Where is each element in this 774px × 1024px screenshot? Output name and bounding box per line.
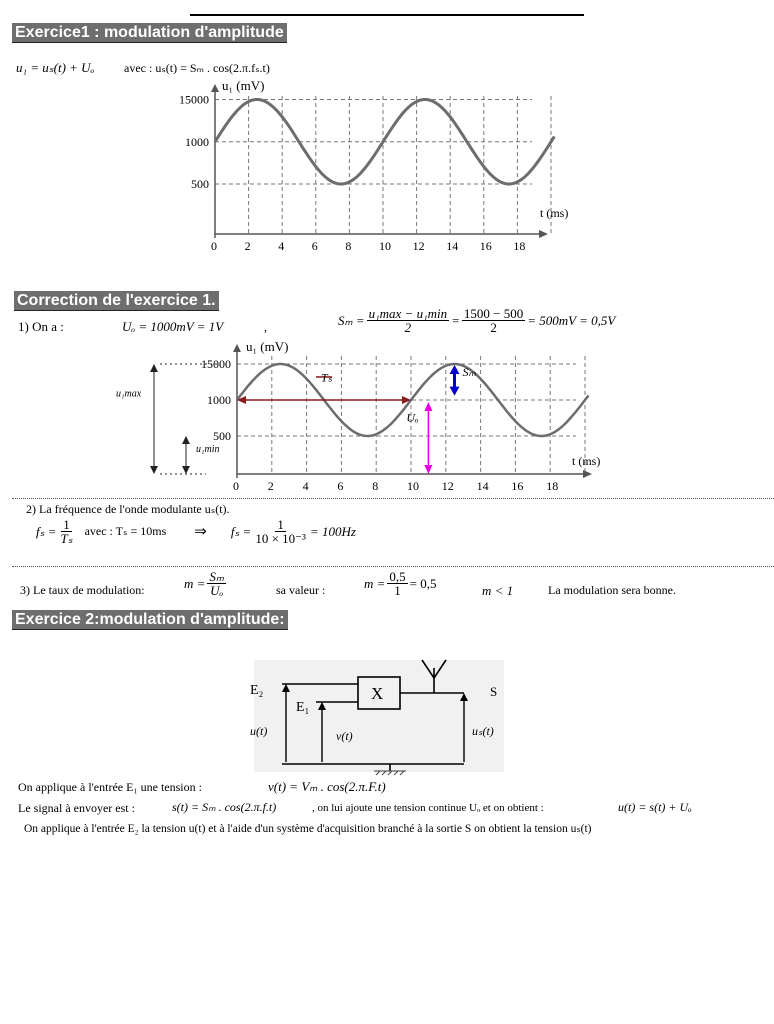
ex2-line2-text: Le signal à envoyer est :	[18, 801, 135, 815]
chart-2-xlabel: t (ms)	[572, 454, 601, 468]
q2-avec: avec : Tₛ = 10ms	[84, 524, 167, 538]
label-ut: u(t)	[250, 724, 268, 738]
q3-text: 3) Le taux de modulation:	[20, 583, 145, 597]
x-tick-label: 14	[446, 239, 459, 253]
annotation-uo: Uₒ	[406, 410, 419, 425]
q1-sm-den: 2	[404, 320, 412, 335]
q2-fs-num: 1	[63, 517, 70, 532]
x-tick-label: 8	[345, 239, 352, 253]
q3-m2-num: 0,5	[389, 569, 406, 584]
y-tick-label: 15000	[179, 92, 209, 107]
q2-fs-lhs: fₛ =	[36, 523, 57, 539]
q3-valeur: sa valeur :	[276, 583, 326, 597]
q2-fs-den: Tₛ	[60, 531, 73, 546]
chart-2-annotations	[116, 364, 477, 474]
y-tick-label: 1000	[185, 134, 209, 149]
q3-value-formula	[364, 570, 437, 597]
q3-m-den: Uₒ	[210, 583, 224, 598]
q1-result: = 500mV = 0,5V	[527, 312, 616, 328]
x-tick-label: 0	[211, 239, 217, 253]
q2-text: 2) La fréquence de l'onde modulante uₛ(t).	[26, 502, 230, 516]
q1-separator: ,	[264, 320, 267, 334]
x-tick-label: 2	[244, 239, 251, 253]
chart-1-grid	[215, 96, 551, 234]
y-tick-label: 1000	[207, 393, 231, 407]
q2-formula	[36, 518, 356, 545]
x-tick-label: 16	[479, 239, 492, 253]
q1-uo: Uₒ = 1000mV = 1V	[122, 319, 224, 334]
exercise1-formula-u1: u₁ = uₛ(t) + Uₒ	[16, 60, 95, 75]
label-ust: uₛ(t)	[472, 724, 494, 738]
x-tick-label: 4	[278, 239, 285, 253]
ex2-line1-math: v(t) = Vₘ . cos(2.π.F.t)	[268, 779, 386, 794]
circuit-diagram	[246, 656, 514, 778]
chart-1-ylabel: u₁ (mV)	[222, 78, 265, 93]
ex2-line2-mid: , on lui ajoute une tension continue Uₒ et on obtient :	[312, 802, 544, 814]
q1-sm-formula	[338, 307, 615, 334]
label-x: X	[371, 684, 384, 703]
q3-formula	[184, 570, 228, 597]
exercise1-title: Exercice1 : modulation d'amplitude	[12, 23, 287, 43]
q3-m2-res: = 0,5	[409, 575, 437, 591]
divider-1	[12, 498, 774, 499]
q3-m2-lhs: m =	[364, 575, 386, 591]
label-e1: E₁	[296, 700, 310, 715]
q1-sm-lhs: Sₘ =	[338, 312, 365, 328]
annotation-u1max: u₁max	[116, 388, 142, 400]
chart-1	[160, 76, 569, 256]
y-tick-label: 500	[191, 177, 209, 191]
q1-sm-num: u₁max − u₁min	[368, 306, 448, 321]
x-tick-label: 10	[407, 479, 419, 493]
x-tick-label: 14	[476, 479, 489, 493]
chart-1-xlabel: t (ms)	[540, 206, 569, 220]
ex2-line1-text: On applique à l'entrée E₁ une tension :	[18, 780, 202, 794]
x-tick-label: 12	[412, 239, 425, 253]
x-tick-label: 12	[441, 479, 454, 493]
ex2-line2-math2: u(t) = s(t) + Uₒ	[618, 800, 692, 814]
label-vt: v(t)	[336, 729, 353, 743]
x-tick-label: 4	[302, 479, 309, 493]
top-rule	[190, 14, 584, 16]
q2-result: = 100Hz	[309, 523, 356, 539]
exercise1-formula-us: avec : uₛ(t) = Sₘ . cos(2.π.fₛ.t)	[124, 61, 270, 75]
q3-inequality: m < 1	[482, 583, 514, 598]
q3-conclusion: La modulation sera bonne.	[548, 583, 676, 597]
q1-eq: =	[451, 312, 460, 328]
q2-fs2-num: 1	[277, 517, 284, 532]
q1-label: 1) On a :	[18, 319, 64, 334]
x-tick-label: 2	[267, 479, 274, 493]
q3-m-num: Sₘ	[209, 569, 225, 584]
x-tick-label: 10	[379, 239, 391, 253]
x-tick-label: 18	[513, 239, 526, 253]
ex2-line3: On applique à l'entrée E₂ la tension u(t) et à l'aide d'un système d'acquisition branché à la sortie S on obtient la tension uₛ(t)	[24, 823, 592, 835]
correction-title: Correction de l'exercice 1.	[14, 291, 219, 311]
q2-implies: ⇒	[194, 524, 207, 540]
q1-val-num: 1500 − 500	[463, 306, 524, 321]
x-tick-label: 6	[311, 239, 318, 253]
q3-m2-den: 1	[394, 583, 401, 598]
chart-2	[110, 338, 630, 496]
chart-1-axes	[211, 84, 548, 238]
x-tick-label: 8	[372, 479, 379, 493]
y-tick-label: 500	[213, 429, 231, 443]
annotation-u1min: u₁min	[196, 444, 220, 456]
x-tick-label: 6	[337, 479, 344, 493]
annotation-sm: Sₘ	[462, 365, 476, 380]
ex2-line2-math1: s(t) = Sₘ . cos(2.π.f.t)	[172, 800, 277, 814]
q3-m-lhs: m =	[184, 575, 206, 591]
q1-val-den: 2	[490, 320, 497, 335]
annotation-ts: Tₛ	[321, 370, 333, 385]
x-tick-label: 18	[546, 479, 559, 493]
y-tick-label: 15000	[201, 357, 231, 371]
label-s: S	[490, 684, 498, 699]
label-e2: E₂	[250, 683, 264, 698]
divider-2	[12, 566, 774, 567]
x-tick-label: 16	[511, 479, 524, 493]
q2-fs2-lhs: fₛ =	[230, 523, 252, 539]
chart-2-ylabel: u₁ (mV)	[246, 339, 289, 354]
exercise2-title: Exercice 2:modulation d'amplitude:	[12, 610, 288, 630]
q2-fs2-den: 10 × 10⁻³	[255, 531, 306, 546]
x-tick-label: 0	[233, 479, 239, 493]
